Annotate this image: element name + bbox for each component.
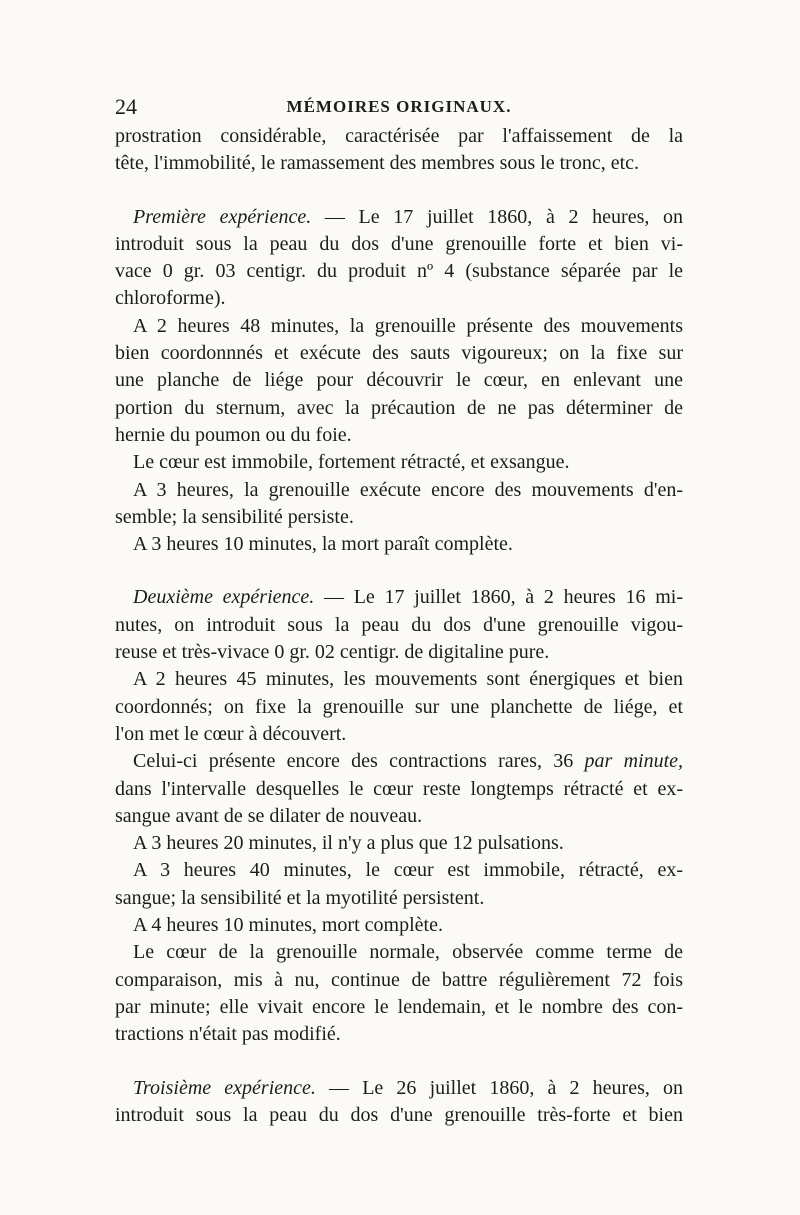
section-gap xyxy=(115,178,683,204)
experiment-1 xyxy=(115,204,683,559)
text-line: chloroforme). xyxy=(115,287,226,310)
emphasis: par minute, xyxy=(584,750,683,773)
text-line: A 3 heures 10 minutes, la mort paraît complète. xyxy=(133,533,513,556)
text-line: A 3 heures 40 minutes, le cœur est immobile, rétracté, ex- xyxy=(133,859,683,882)
text-line: une planche de liége pour découvrir le cœur, en enlevant une xyxy=(115,369,683,392)
text-line: A 4 heures 10 minutes, mort complète. xyxy=(133,914,443,937)
text-line: nutes, on introduit sous la peau du dos d'une grenouille vigou- xyxy=(115,613,683,636)
text-line: par minute; elle vivait encore le lendemain, et le nombre des con- xyxy=(115,995,683,1018)
text-line xyxy=(115,1075,683,1102)
text-line: dans l'intervalle desquelles le cœur reste longtemps rétracté et ex- xyxy=(115,777,683,800)
text-line: tractions n'était pas modifié. xyxy=(115,1023,341,1046)
text-line: reuse et très-vivace 0 gr. 02 centigr. de digitaline pure. xyxy=(115,641,550,664)
experiment-title: Première expérience. xyxy=(133,205,312,228)
text-line: hernie du poumon ou du foie. xyxy=(115,423,352,446)
text-line: sangue avant de se dilater de nouveau. xyxy=(115,804,423,827)
text-line: vace 0 gr. 03 centigr. du produit nº 4 (substance séparée par le xyxy=(115,260,683,283)
text-line xyxy=(115,584,683,611)
text-line: l'on met le cœur à découvert. xyxy=(115,722,347,745)
text-line: portion du sternum, avec la précaution de ne pas déterminer de xyxy=(115,396,683,419)
text-span: Celui-ci présente encore des contractions rares, 36 xyxy=(133,750,574,773)
section-gap xyxy=(115,558,683,584)
section-gap xyxy=(115,1049,683,1075)
page-header xyxy=(115,94,683,124)
text-span: — Le 17 juillet 1860, à 2 heures, on xyxy=(324,205,683,228)
running-title: MÉMOIRES ORIGINAUX. xyxy=(286,97,512,116)
text-span: — Le 26 juillet 1860, à 2 heures, on xyxy=(329,1076,683,1099)
text-line: A 2 heures 45 minutes, les mouvements sont énergiques et bien xyxy=(133,668,683,691)
text-line: semble; la sensibilité persiste. xyxy=(115,505,354,528)
text-line: sangue; la sensibilité et la myotilité persistent. xyxy=(115,886,485,909)
text-line: introduit sous la peau du dos d'une grenouille forte et bien vi- xyxy=(115,232,683,255)
experiment-3 xyxy=(115,1075,683,1130)
text-line: introduit sous la peau du dos d'une grenouille très-forte et bien xyxy=(115,1103,683,1126)
text-line: Le cœur est immobile, fortement rétracté, et exsangue. xyxy=(133,451,570,474)
text-line: A 2 heures 48 minutes, la grenouille présente des mouvements xyxy=(133,314,683,337)
experiment-title: Troisième expérience. xyxy=(133,1076,316,1099)
body-text xyxy=(115,123,683,1129)
text-line: coordonnés; on fixe la grenouille sur une planchette de liége, et xyxy=(115,695,683,718)
text-line: Le cœur de la grenouille normale, observée comme terme de xyxy=(133,941,683,964)
text-line: prostration considérable, caractérisée par l'affaissement de la xyxy=(115,125,683,147)
experiment-2 xyxy=(115,584,683,1048)
text-line xyxy=(115,204,683,231)
page-number: 24 xyxy=(115,94,137,119)
text-line: A 3 heures, la grenouille exécute encore des mouvements d'en- xyxy=(133,478,683,501)
text-line: bien coordonnnés et exécute des sauts vigoureux; on la fixe sur xyxy=(115,342,683,365)
experiment-title: Deuxième expérience. xyxy=(133,586,315,609)
text-span: — Le 17 juillet 1860, à 2 heures 16 mi- xyxy=(323,586,683,609)
text-line: comparaison, mis à nu, continue de battre régulièrement 72 fois xyxy=(115,968,683,991)
paragraph-intro xyxy=(115,123,683,178)
text-line: tête, l'immobilité, le ramassement des membres sous le tronc, etc. xyxy=(115,152,640,175)
text-line xyxy=(115,748,683,775)
text-line: A 3 heures 20 minutes, il n'y a plus que 12 pulsations. xyxy=(133,832,564,855)
